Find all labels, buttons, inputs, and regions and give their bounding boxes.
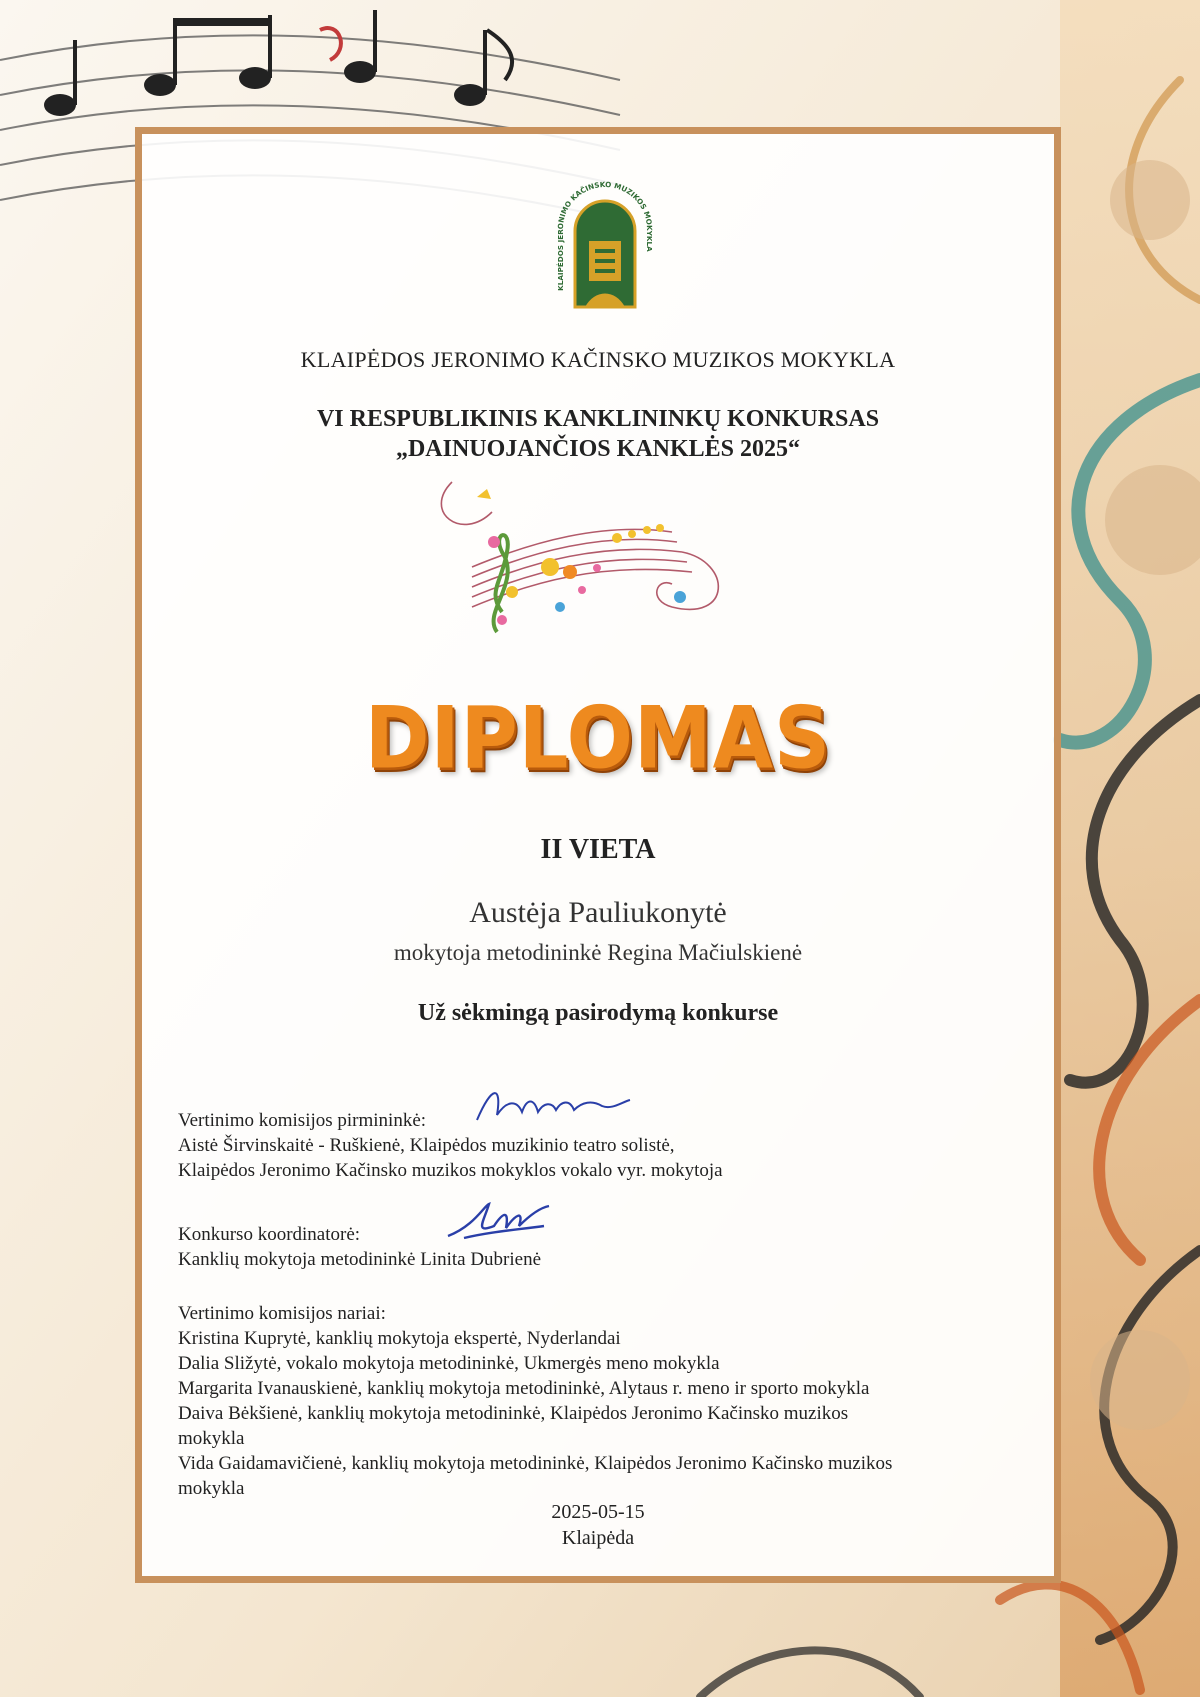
issue-date: 2025-05-15 (551, 1501, 645, 1523)
contest-title (142, 404, 1054, 464)
chair-line-2: Klaipėdos Jeronimo Kačinsko muzikos mokyklos vokalo vyr. mokytoja (178, 1160, 723, 1181)
member-line: Kristina Kuprytė, kanklių mokytoja ekspertė, Nyderlandai (178, 1328, 621, 1349)
place-awarded: II VIETA (540, 834, 656, 865)
member-line: mokykla (178, 1478, 245, 1499)
student-name: Austėja Pauliukonytė (469, 896, 727, 929)
contest-title-line-1: VI RESPUBLIKINIS KANKLININKŲ KONKURSAS (316, 406, 880, 432)
coordinator-signature (444, 1196, 554, 1244)
diploma-title: DIPLOMAS (364, 689, 832, 789)
chair-line-1: Aistė Širvinskaitė - Ruškienė, Klaipėdos muzikinio teatro solistė, (178, 1135, 675, 1156)
member-line: Dalia Sližytė, vokalo mokytoja metodininkė, Ukmergės meno mokykla (178, 1353, 720, 1374)
issue-city: Klaipėda (561, 1527, 635, 1549)
member-line: Daiva Bėkšienė, kanklių mokytoja metodininkė, Klaipėdos Jeronimo Kačinsko muzikos (178, 1403, 849, 1424)
coordinator-label: Konkurso koordinatorė: (178, 1224, 361, 1245)
school-logo (555, 179, 655, 311)
members-label: Vertinimo komisijos nariai: (178, 1303, 386, 1324)
school-name: KLAIPĖDOS JERONIMO KAČINSKO MUZIKOS MOKYKLA (300, 347, 896, 372)
contest-title-line-2: „DAINUOJANČIOS KANKLĖS 2025“ (395, 436, 801, 462)
member-line: mokykla (178, 1428, 245, 1449)
teacher-name: mokytoja metodininkė Regina Mačiulskienė (393, 940, 803, 965)
svg-text:KLAIPĖDOS JERONIMO KAČINSKO MU: KLAIPĖDOS JERONIMO KAČINSKO MUZIKOS MOKYKLA (555, 179, 655, 291)
member-line: Vida Gaidamavičienė, kanklių mokytoja metodininkė, Klaipėdos Jeronimo Kačinsko muzikos (178, 1453, 893, 1474)
music-staff-ornament (432, 472, 742, 642)
diploma-frame (135, 127, 1061, 1583)
chair-label: Vertinimo komisijos pirmininkė: (178, 1110, 427, 1131)
chair-signature (472, 1080, 632, 1130)
award-text: Už sėkmingą pasirodymą konkurse (417, 1000, 779, 1026)
member-line: Margarita Ivanauskienė, kanklių mokytoja metodininkė, Alytaus r. meno ir sporto mokykla (178, 1378, 870, 1399)
coordinator-line-1: Kanklių mokytoja metodininkė Linita Dubrienė (178, 1249, 542, 1270)
